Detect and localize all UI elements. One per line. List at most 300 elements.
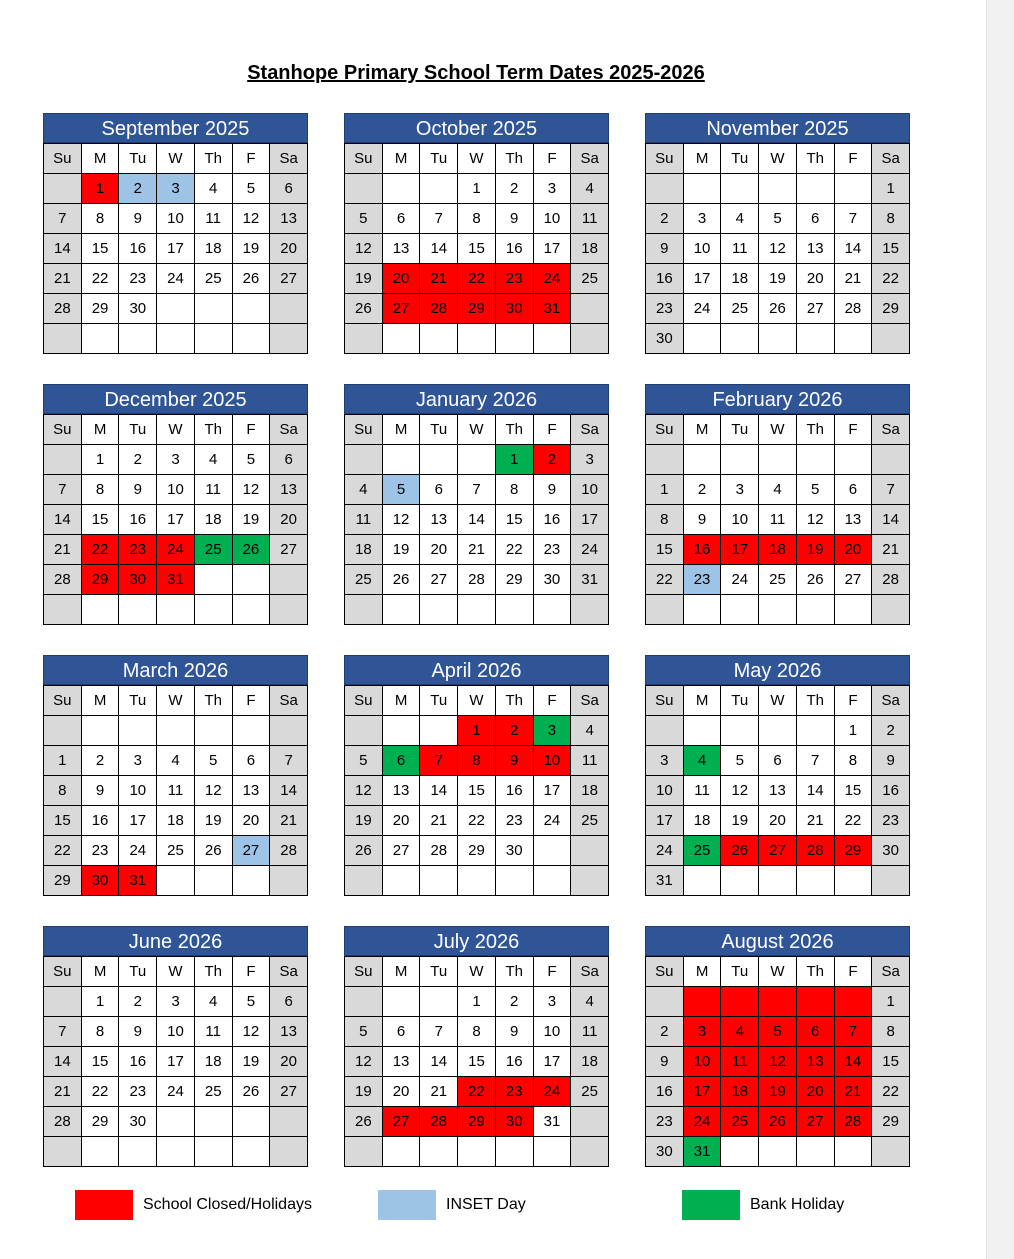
day-cell: 18	[571, 1047, 609, 1077]
day-cell: 20	[270, 234, 308, 264]
day-cell: 7	[420, 204, 458, 234]
day-cell: 1	[872, 174, 910, 204]
day-cell: 13	[420, 505, 458, 535]
day-cell: 7	[458, 475, 496, 505]
day-cell: 14	[420, 776, 458, 806]
empty-cell	[759, 1137, 797, 1167]
empty-cell	[759, 866, 797, 896]
day-cell: 24	[534, 264, 572, 294]
day-cell: 23	[496, 806, 534, 836]
day-cell: 11	[571, 1017, 609, 1047]
empty-cell	[721, 716, 759, 746]
day-cell: 29	[872, 294, 910, 324]
day-cell: 17	[534, 776, 572, 806]
day-cell: 8	[82, 475, 120, 505]
weekday-header: F	[233, 144, 271, 174]
vertical-scrollbar[interactable]	[986, 0, 1014, 1259]
day-cell: 23	[872, 806, 910, 836]
empty-cell	[345, 445, 383, 475]
month-october-2025	[344, 113, 609, 354]
month-days-grid	[43, 414, 308, 625]
day-cell: 16	[872, 776, 910, 806]
weekday-header: F	[835, 957, 873, 987]
day-cell: 25	[571, 1077, 609, 1107]
empty-cell	[270, 716, 308, 746]
empty-cell	[233, 1137, 271, 1167]
day-cell: 22	[646, 565, 684, 595]
day-cell: 23	[534, 535, 572, 565]
day-cell: 5	[759, 204, 797, 234]
weekday-header: Th	[797, 144, 835, 174]
weekday-header: Th	[797, 686, 835, 716]
day-cell: 15	[646, 535, 684, 565]
empty-cell	[345, 324, 383, 354]
day-cell: 10	[534, 1017, 572, 1047]
empty-cell	[345, 174, 383, 204]
day-cell: 2	[496, 987, 534, 1017]
day-cell: 19	[721, 806, 759, 836]
day-cell: 20	[270, 505, 308, 535]
day-cell: 14	[835, 234, 873, 264]
day-cell: 24	[684, 294, 722, 324]
empty-cell	[534, 595, 572, 625]
weekday-header: W	[759, 957, 797, 987]
empty-cell	[835, 445, 873, 475]
empty-cell	[345, 716, 383, 746]
day-cell: 11	[195, 475, 233, 505]
empty-cell	[119, 716, 157, 746]
day-cell: 23	[119, 1077, 157, 1107]
day-cell: 26	[345, 836, 383, 866]
day-cell: 9	[496, 746, 534, 776]
empty-cell	[195, 324, 233, 354]
day-cell: 16	[119, 505, 157, 535]
day-cell: 16	[646, 1077, 684, 1107]
day-cell: 4	[571, 987, 609, 1017]
day-cell: 30	[496, 294, 534, 324]
weekday-header: F	[233, 957, 271, 987]
day-cell: 3	[119, 746, 157, 776]
month-title: August 2026	[645, 926, 910, 956]
day-cell: 19	[345, 806, 383, 836]
day-cell: 7	[835, 204, 873, 234]
day-cell: 20	[383, 1077, 421, 1107]
day-cell: 18	[721, 1077, 759, 1107]
empty-cell	[270, 595, 308, 625]
day-cell: 3	[571, 445, 609, 475]
day-cell: 8	[82, 204, 120, 234]
day-cell: 4	[759, 475, 797, 505]
weekday-header: Tu	[721, 957, 759, 987]
month-march-2026	[43, 655, 308, 896]
day-cell: 27	[383, 1107, 421, 1137]
weekday-header: F	[835, 686, 873, 716]
day-cell: 27	[383, 294, 421, 324]
empty-cell	[233, 1107, 271, 1137]
day-cell: 5	[345, 746, 383, 776]
empty-cell	[684, 445, 722, 475]
month-september-2025	[43, 113, 308, 354]
day-cell: 15	[872, 1047, 910, 1077]
empty-cell	[195, 716, 233, 746]
day-cell: 23	[646, 294, 684, 324]
day-cell: 3	[684, 1017, 722, 1047]
day-cell: 17	[157, 505, 195, 535]
empty-cell	[496, 595, 534, 625]
weekday-header: M	[82, 957, 120, 987]
empty-cell	[458, 1137, 496, 1167]
day-cell: 19	[345, 264, 383, 294]
empty-cell	[345, 1137, 383, 1167]
empty-cell	[646, 987, 684, 1017]
month-title: March 2026	[43, 655, 308, 685]
day-cell: 7	[420, 746, 458, 776]
day-cell: 1	[82, 987, 120, 1017]
day-cell: 22	[496, 535, 534, 565]
day-cell: 27	[797, 1107, 835, 1137]
day-cell: 4	[345, 475, 383, 505]
day-cell: 21	[420, 1077, 458, 1107]
day-cell: 4	[721, 1017, 759, 1047]
empty-cell	[684, 987, 722, 1017]
month-title: June 2026	[43, 926, 308, 956]
month-days-grid	[645, 143, 910, 354]
day-cell: 19	[345, 1077, 383, 1107]
empty-cell	[571, 294, 609, 324]
day-cell: 21	[872, 535, 910, 565]
day-cell: 26	[759, 1107, 797, 1137]
day-cell: 19	[759, 1077, 797, 1107]
day-cell: 7	[270, 746, 308, 776]
day-cell: 21	[270, 806, 308, 836]
weekday-header: Sa	[270, 415, 308, 445]
day-cell: 23	[82, 836, 120, 866]
day-cell: 29	[458, 1107, 496, 1137]
weekday-header: Su	[345, 144, 383, 174]
day-cell: 1	[646, 475, 684, 505]
empty-cell	[797, 1137, 835, 1167]
day-cell: 10	[157, 475, 195, 505]
empty-cell	[797, 716, 835, 746]
day-cell: 19	[233, 505, 271, 535]
day-cell: 6	[383, 1017, 421, 1047]
day-cell: 27	[233, 836, 271, 866]
empty-cell	[571, 595, 609, 625]
day-cell: 26	[233, 535, 271, 565]
month-july-2026	[344, 926, 609, 1167]
day-cell: 25	[571, 806, 609, 836]
legend-inset-label: INSET Day	[446, 1196, 526, 1213]
weekday-header: F	[534, 686, 572, 716]
day-cell: 13	[383, 234, 421, 264]
day-cell: 11	[684, 776, 722, 806]
day-cell: 24	[571, 535, 609, 565]
empty-cell	[684, 595, 722, 625]
weekday-header: Sa	[872, 144, 910, 174]
day-cell: 14	[44, 1047, 82, 1077]
day-cell: 2	[496, 716, 534, 746]
weekday-header: F	[835, 144, 873, 174]
empty-cell	[721, 174, 759, 204]
legend-closed-swatch	[75, 1190, 133, 1220]
day-cell: 18	[759, 535, 797, 565]
day-cell: 6	[835, 475, 873, 505]
day-cell: 5	[721, 746, 759, 776]
day-cell: 3	[157, 174, 195, 204]
empty-cell	[157, 1137, 195, 1167]
day-cell: 17	[684, 1077, 722, 1107]
day-cell: 2	[872, 716, 910, 746]
day-cell: 10	[721, 505, 759, 535]
empty-cell	[44, 324, 82, 354]
day-cell: 16	[119, 1047, 157, 1077]
empty-cell	[383, 1137, 421, 1167]
weekday-header: Sa	[872, 957, 910, 987]
empty-cell	[797, 866, 835, 896]
empty-cell	[458, 866, 496, 896]
day-cell: 5	[797, 475, 835, 505]
day-cell: 30	[496, 836, 534, 866]
empty-cell	[383, 595, 421, 625]
weekday-header: Th	[195, 144, 233, 174]
weekday-header: Th	[195, 686, 233, 716]
day-cell: 21	[835, 264, 873, 294]
month-days-grid	[43, 685, 308, 896]
empty-cell	[571, 866, 609, 896]
day-cell: 6	[270, 445, 308, 475]
weekday-header: Tu	[721, 686, 759, 716]
day-cell: 25	[195, 264, 233, 294]
weekday-header: M	[684, 415, 722, 445]
empty-cell	[270, 565, 308, 595]
empty-cell	[872, 595, 910, 625]
day-cell: 18	[571, 776, 609, 806]
day-cell: 28	[835, 294, 873, 324]
empty-cell	[835, 324, 873, 354]
day-cell: 24	[534, 806, 572, 836]
month-title: April 2026	[344, 655, 609, 685]
day-cell: 22	[82, 264, 120, 294]
day-cell: 9	[534, 475, 572, 505]
empty-cell	[345, 595, 383, 625]
day-cell: 5	[233, 987, 271, 1017]
empty-cell	[195, 595, 233, 625]
empty-cell	[646, 174, 684, 204]
day-cell: 24	[157, 535, 195, 565]
month-days-grid	[645, 685, 910, 896]
empty-cell	[759, 716, 797, 746]
day-cell: 14	[458, 505, 496, 535]
day-cell: 21	[44, 535, 82, 565]
empty-cell	[157, 866, 195, 896]
day-cell: 4	[157, 746, 195, 776]
day-cell: 2	[119, 445, 157, 475]
weekday-header: Sa	[571, 686, 609, 716]
day-cell: 16	[496, 776, 534, 806]
weekday-header: Th	[496, 415, 534, 445]
empty-cell	[233, 324, 271, 354]
empty-cell	[721, 595, 759, 625]
day-cell: 8	[835, 746, 873, 776]
day-cell: 28	[44, 294, 82, 324]
empty-cell	[534, 836, 572, 866]
empty-cell	[157, 1107, 195, 1137]
day-cell: 13	[270, 475, 308, 505]
day-cell: 1	[82, 174, 120, 204]
empty-cell	[759, 987, 797, 1017]
day-cell: 29	[82, 294, 120, 324]
day-cell: 3	[684, 204, 722, 234]
weekday-header: Sa	[872, 686, 910, 716]
day-cell: 22	[458, 806, 496, 836]
empty-cell	[345, 987, 383, 1017]
day-cell: 8	[458, 1017, 496, 1047]
day-cell: 29	[82, 565, 120, 595]
weekday-header: Su	[44, 957, 82, 987]
empty-cell	[233, 866, 271, 896]
day-cell: 1	[458, 987, 496, 1017]
empty-cell	[721, 445, 759, 475]
empty-cell	[270, 324, 308, 354]
legend-bank-label: Bank Holiday	[750, 1196, 845, 1213]
day-cell: 19	[233, 234, 271, 264]
day-cell: 16	[646, 264, 684, 294]
day-cell: 25	[571, 264, 609, 294]
empty-cell	[721, 866, 759, 896]
empty-cell	[270, 294, 308, 324]
day-cell: 10	[646, 776, 684, 806]
empty-cell	[534, 866, 572, 896]
empty-cell	[82, 595, 120, 625]
empty-cell	[721, 324, 759, 354]
day-cell: 30	[119, 1107, 157, 1137]
day-cell: 29	[872, 1107, 910, 1137]
empty-cell	[157, 294, 195, 324]
day-cell: 10	[119, 776, 157, 806]
day-cell: 12	[797, 505, 835, 535]
empty-cell	[872, 324, 910, 354]
day-cell: 17	[721, 535, 759, 565]
weekday-header: Th	[496, 957, 534, 987]
weekday-header: Th	[797, 957, 835, 987]
day-cell: 7	[797, 746, 835, 776]
day-cell: 26	[233, 1077, 271, 1107]
empty-cell	[646, 445, 684, 475]
day-cell: 7	[44, 475, 82, 505]
empty-cell	[195, 294, 233, 324]
day-cell: 30	[82, 866, 120, 896]
day-cell: 28	[44, 1107, 82, 1137]
day-cell: 12	[345, 1047, 383, 1077]
day-cell: 13	[759, 776, 797, 806]
weekday-header: Tu	[420, 415, 458, 445]
empty-cell	[797, 595, 835, 625]
empty-cell	[420, 1137, 458, 1167]
weekday-header: W	[759, 415, 797, 445]
weekday-header: Su	[345, 686, 383, 716]
day-cell: 5	[233, 174, 271, 204]
empty-cell	[721, 987, 759, 1017]
weekday-header: Th	[195, 957, 233, 987]
weekday-header: M	[82, 415, 120, 445]
month-days-grid	[344, 685, 609, 896]
empty-cell	[195, 1137, 233, 1167]
weekday-header: Su	[44, 144, 82, 174]
day-cell: 10	[534, 746, 572, 776]
day-cell: 5	[759, 1017, 797, 1047]
month-title: November 2025	[645, 113, 910, 143]
day-cell: 17	[157, 234, 195, 264]
day-cell: 28	[420, 836, 458, 866]
empty-cell	[835, 174, 873, 204]
day-cell: 13	[797, 1047, 835, 1077]
empty-cell	[496, 1137, 534, 1167]
empty-cell	[195, 866, 233, 896]
empty-cell	[44, 987, 82, 1017]
day-cell: 20	[270, 1047, 308, 1077]
day-cell: 19	[195, 806, 233, 836]
day-cell: 24	[684, 1107, 722, 1137]
empty-cell	[684, 716, 722, 746]
day-cell: 9	[684, 505, 722, 535]
weekday-header: Tu	[420, 957, 458, 987]
day-cell: 15	[44, 806, 82, 836]
month-title: October 2025	[344, 113, 609, 143]
month-june-2026	[43, 926, 308, 1167]
day-cell: 21	[420, 264, 458, 294]
empty-cell	[571, 324, 609, 354]
day-cell: 22	[44, 836, 82, 866]
day-cell: 22	[82, 1077, 120, 1107]
weekday-header: Th	[797, 415, 835, 445]
day-cell: 11	[721, 1047, 759, 1077]
day-cell: 28	[420, 294, 458, 324]
day-cell: 22	[872, 264, 910, 294]
day-cell: 14	[835, 1047, 873, 1077]
month-days-grid	[645, 956, 910, 1167]
day-cell: 8	[458, 204, 496, 234]
month-january-2026	[344, 384, 609, 625]
empty-cell	[383, 716, 421, 746]
empty-cell	[534, 1137, 572, 1167]
day-cell: 8	[44, 776, 82, 806]
day-cell: 16	[82, 806, 120, 836]
empty-cell	[44, 595, 82, 625]
day-cell: 22	[835, 806, 873, 836]
month-days-grid	[43, 956, 308, 1167]
day-cell: 27	[759, 836, 797, 866]
day-cell: 23	[119, 264, 157, 294]
day-cell: 22	[458, 264, 496, 294]
day-cell: 5	[195, 746, 233, 776]
day-cell: 24	[119, 836, 157, 866]
day-cell: 4	[571, 716, 609, 746]
day-cell: 6	[420, 475, 458, 505]
day-cell: 6	[270, 174, 308, 204]
day-cell: 31	[684, 1137, 722, 1167]
day-cell: 11	[571, 746, 609, 776]
day-cell: 18	[721, 264, 759, 294]
weekday-header: W	[157, 957, 195, 987]
day-cell: 11	[721, 234, 759, 264]
day-cell: 16	[534, 505, 572, 535]
month-title: February 2026	[645, 384, 910, 414]
day-cell: 3	[534, 987, 572, 1017]
weekday-header: Su	[345, 957, 383, 987]
day-cell: 6	[797, 1017, 835, 1047]
day-cell: 27	[270, 1077, 308, 1107]
day-cell: 17	[534, 234, 572, 264]
